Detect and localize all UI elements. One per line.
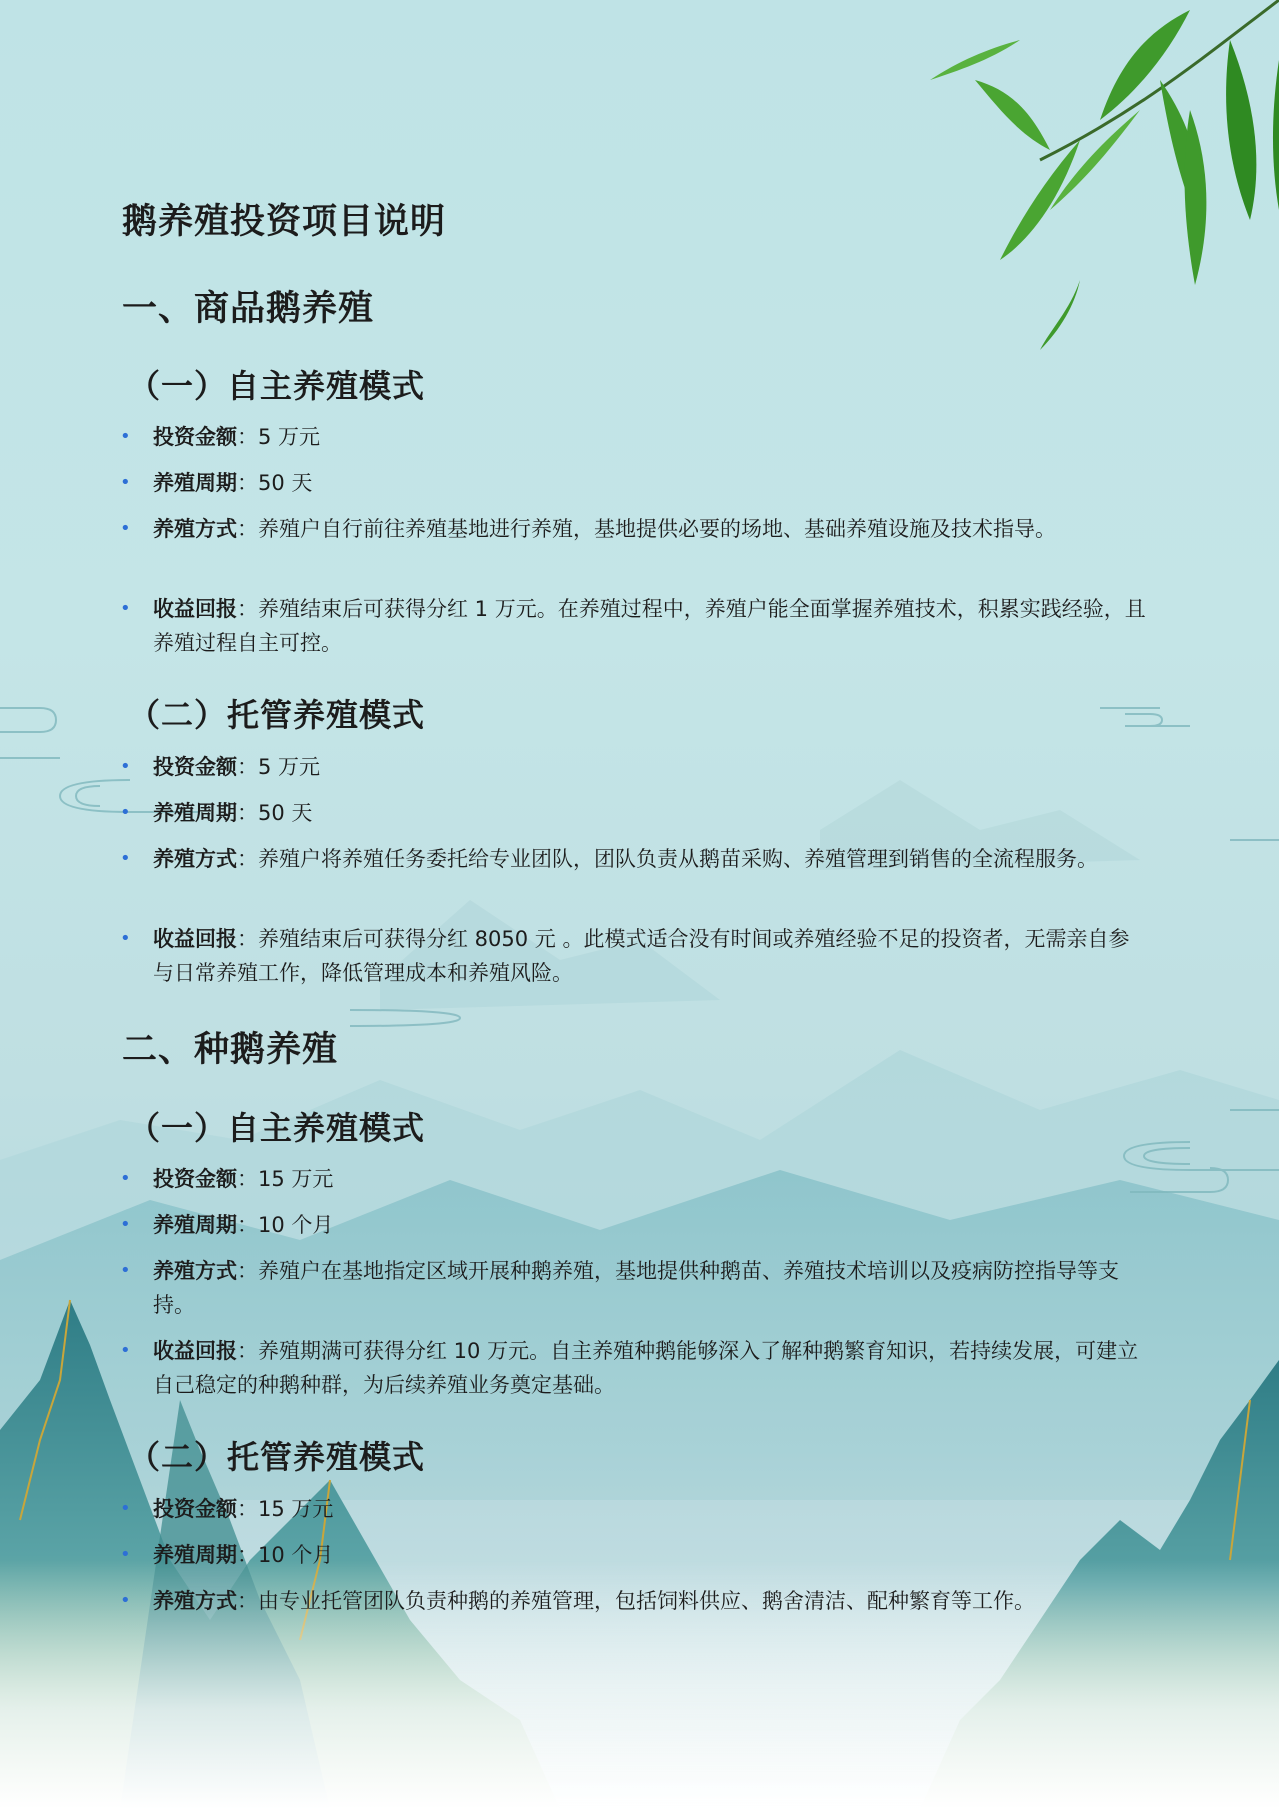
bullet-icon: • [120,472,131,493]
item-label: 养殖方式 [153,847,237,871]
list-item [120,420,1150,454]
list-item [120,796,1150,830]
item-separator: ： [237,597,258,621]
item-label: 收益回报 [153,597,237,621]
bullet-icon: • [120,848,131,869]
item-separator: ： [237,801,258,825]
list-item [120,922,1150,990]
item-text: 由专业托管团队负责种鹅的养殖管理，包括饲料供应、鹅舍清洁、配种繁育等工作。 [258,1589,1035,1613]
bullet-icon: • [120,1544,131,1565]
item-separator: ： [237,755,258,779]
list-item [120,512,1150,546]
list-item [120,1584,1150,1618]
section-heading: 一、商品鹅养殖 [122,289,375,329]
item-separator: ： [237,517,258,541]
item-label: 投资金额 [153,425,237,449]
sub-heading: （一）自主养殖模式 [128,1109,426,1147]
item-label: 收益回报 [153,1339,237,1363]
item-separator: ： [237,425,258,449]
list-item [120,1492,1150,1526]
item-text: 15 万元 [258,1497,334,1521]
bullet-icon: • [120,598,131,619]
item-label: 养殖周期 [153,1543,237,1567]
list-item [120,592,1150,660]
item-text: 15 万元 [258,1167,334,1191]
page-title: 鹅养殖投资项目说明 [122,202,447,242]
bullet-icon: • [120,1214,131,1235]
item-text: 养殖户自行前往养殖基地进行养殖，基地提供必要的场地、基础养殖设施及技术指导。 [258,517,1056,541]
item-label: 收益回报 [153,927,237,951]
bullet-icon: • [120,518,131,539]
item-label: 养殖方式 [153,1259,237,1283]
item-text: 10 个月 [258,1213,334,1237]
bullet-icon: • [120,928,131,949]
item-separator: ： [237,1589,258,1613]
item-label: 投资金额 [153,1167,237,1191]
bullet-icon: • [120,1168,131,1189]
list-item [120,1208,1150,1242]
item-separator: ： [237,927,258,951]
item-text: 5 万元 [258,755,321,779]
item-label: 养殖方式 [153,517,237,541]
item-text: 5 万元 [258,425,321,449]
list-item [120,1334,1150,1402]
item-label: 投资金额 [153,1497,237,1521]
item-label: 养殖方式 [153,1589,237,1613]
list-item [120,1538,1150,1572]
list-item [120,1162,1150,1196]
bullet-icon: • [120,1340,131,1361]
bullet-icon: • [120,1498,131,1519]
section-heading: 二、种鹅养殖 [122,1030,339,1070]
item-text: 养殖户在基地指定区域开展种鹅养殖，基地提供种鹅苗、养殖技术培训以及疫病防控指导等支持。 [153,1259,1119,1317]
item-label: 养殖周期 [153,801,237,825]
item-label: 投资金额 [153,755,237,779]
list-item [120,466,1150,500]
list-item [120,750,1150,784]
bullet-icon: • [120,426,131,447]
list-item [120,842,1150,876]
item-separator: ： [237,1167,258,1191]
bullet-icon: • [120,1260,131,1281]
item-text: 50 天 [258,471,313,495]
list-item [120,1254,1150,1322]
item-text: 50 天 [258,801,313,825]
item-text: 10 个月 [258,1543,334,1567]
item-label: 养殖周期 [153,1213,237,1237]
item-text: 养殖结束后可获得分红 1 万元。在养殖过程中，养殖户能全面掌握养殖技术，积累实践经验，且养殖过程自主可控。 [153,597,1146,655]
item-label: 养殖周期 [153,471,237,495]
bullet-icon: • [120,1590,131,1611]
item-separator: ： [237,1213,258,1237]
item-separator: ： [237,1259,258,1283]
item-separator: ： [237,847,258,871]
sub-heading: （二）托管养殖模式 [128,1438,426,1476]
item-text: 养殖结束后可获得分红 8050 元 。此模式适合没有时间或养殖经验不足的投资者，无需亲自参与日常养殖工作，降低管理成本和养殖风险。 [153,927,1130,985]
item-text: 养殖期满可获得分红 10 万元。自主养殖种鹅能够深入了解种鹅繁育知识，若持续发展，可建立自己稳定的种鹅种群，为后续养殖业务奠定基础。 [153,1339,1139,1397]
sub-heading: （二）托管养殖模式 [128,696,426,734]
bullet-icon: • [120,756,131,777]
sub-heading: （一）自主养殖模式 [128,367,426,405]
item-separator: ： [237,1339,258,1363]
item-text: 养殖户将养殖任务委托给专业团队，团队负责从鹅苗采购、养殖管理到销售的全流程服务。 [258,847,1098,871]
item-separator: ： [237,1497,258,1521]
bullet-icon: • [120,802,131,823]
item-separator: ： [237,1543,258,1567]
item-separator: ： [237,471,258,495]
